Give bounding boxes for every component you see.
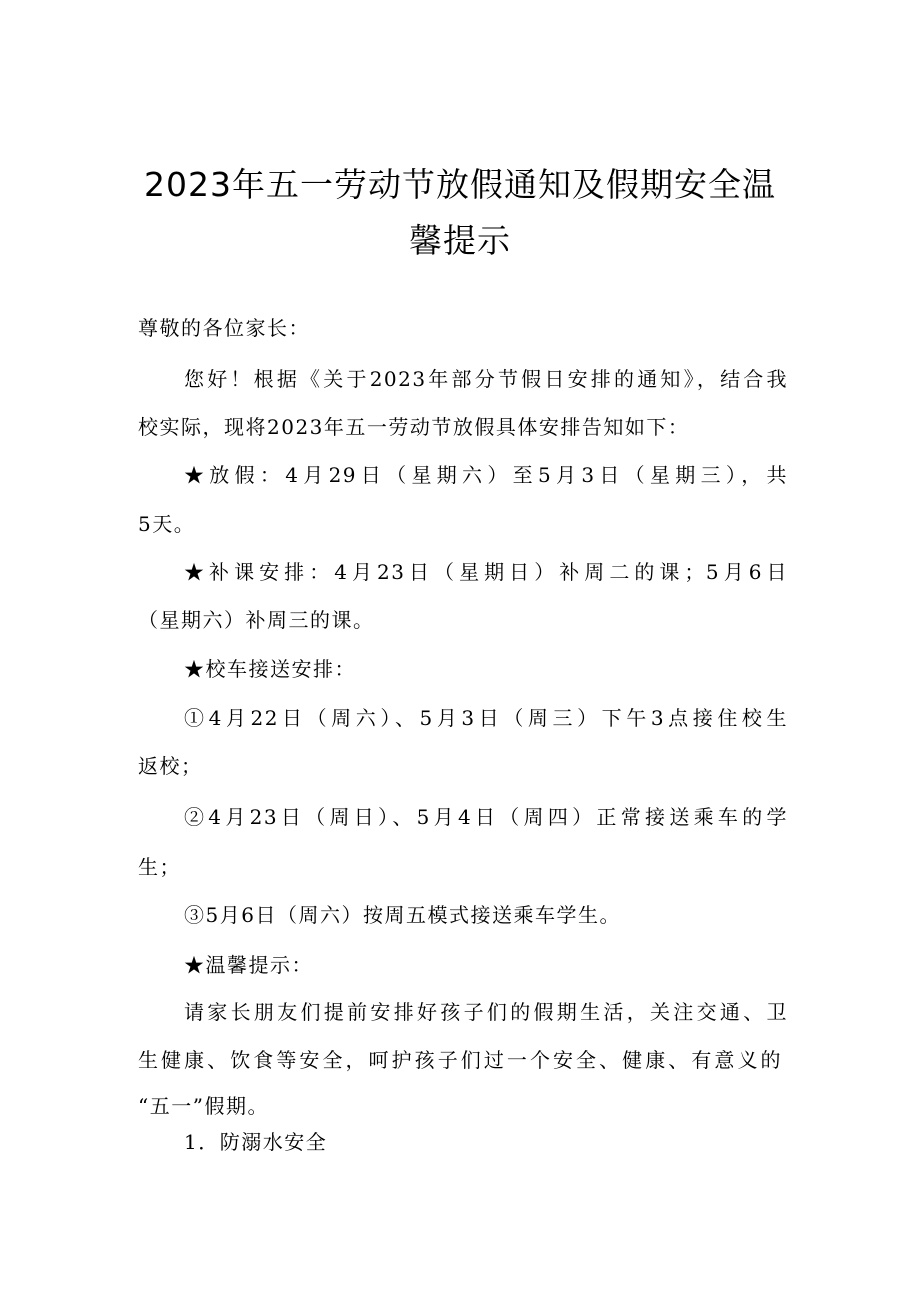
intro-line-2: 校实际，现将2023年五一劳动节放假具体安排告知如下： — [138, 415, 690, 439]
bus-heading: ★校车接送安排： — [184, 657, 356, 681]
title-line-1: 2023年五一劳动节放假通知及假期安全温 — [144, 165, 776, 204]
tips-line-3: “五一”假期。 — [138, 1094, 269, 1118]
bus-item-1-line-2: 返校； — [138, 754, 203, 778]
bus-item-1-line-1: ①4月22日（周六）、5月3日（周三）下午3点接住校生 — [184, 706, 788, 730]
makeup-line-1: ★补课安排：4月23日（星期日）补周二的课；5月6日 — [184, 560, 788, 584]
bus-item-2-line-2: 生； — [138, 855, 181, 879]
document-title — [138, 157, 782, 269]
holiday-line-2: 5天。 — [138, 512, 196, 536]
title-line-2: 馨提示 — [409, 221, 511, 260]
tips-heading: ★温馨提示： — [184, 953, 313, 977]
bus-item-2-line-1: ②4月23日（周日）、5月4日（周四）正常接送乘车的学 — [184, 805, 788, 829]
intro-line-1: 您好！根据《关于2023年部分节假日安排的通知》，结合我 — [184, 367, 788, 391]
bus-item-3: ③5月6日（周六）按周五模式接送乘车学生。 — [184, 903, 621, 927]
holiday-line-1: ★放假：4月29日（星期六）至5月3日（星期三），共 — [184, 463, 788, 487]
tips-line-1: 请家长朋友们提前安排好孩子们的假期生活，关注交通、卫 — [184, 1000, 788, 1024]
section-heading-1: 1．防溺水安全 — [184, 1130, 328, 1154]
tips-line-2: 生健康、饮食等安全，呵护孩子们过一个安全、健康、有意义的 — [138, 1048, 782, 1072]
makeup-line-2: （星期六）补周三的课。 — [138, 608, 375, 632]
greeting: 尊敬的各位家长： — [138, 316, 310, 340]
